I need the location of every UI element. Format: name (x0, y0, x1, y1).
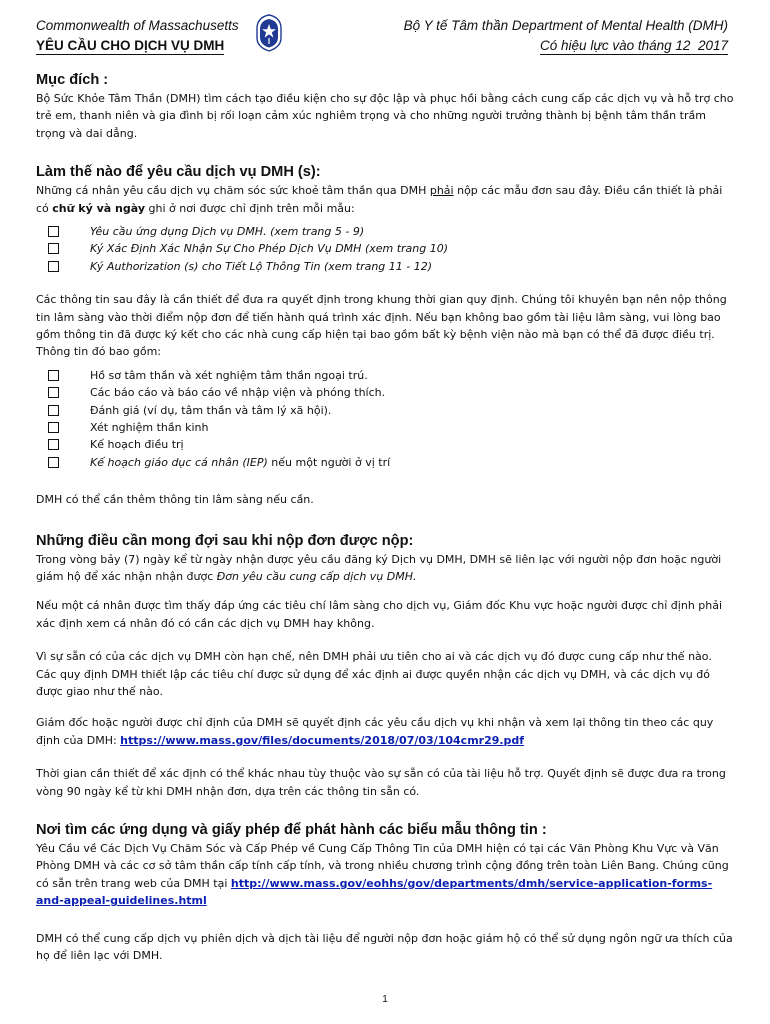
list-item: Xét nghiệm thần kinh (36, 419, 734, 436)
required-forms-list (36, 223, 734, 275)
massachusetts-seal-icon (254, 14, 284, 52)
signature-date-emphasis: chữ ký và ngày (52, 201, 145, 215)
checkbox[interactable] (48, 370, 59, 381)
checkbox[interactable] (48, 422, 59, 433)
department-name: Bộ Y tế Tâm thần Department of Mental Health (DMH) (403, 18, 728, 33)
clinical-note: DMH có thể cần thêm thông tin lâm sàng nếu cần. (36, 493, 314, 507)
regulations-link[interactable]: https://www.mass.gov/files/documents/2018/07/03/104cmr29.pdf (120, 733, 525, 747)
clinical-records-list (36, 367, 734, 471)
what-to-expect-heading: Những điều cần mong đợi sau khi nộp đơn được nộp: (36, 532, 414, 549)
effective-year: 2017 (697, 38, 728, 53)
must-emphasis: phải (429, 184, 454, 198)
list-item: Ký Authorization (s) cho Tiết Lộ Thông Tin (xem trang 11 - 12) (36, 258, 734, 275)
clinical-info-paragraph: Các thông tin sau đây là cần thiết để đưa ra quyết định trong khung thời gian quy định. Chúng tôi khuyên bạn nên nộp thông tin lâm sàng vào thời điểm nộp đơn để tiến hành quá trình xác định. Nếu bạn không bao gồm tài liệu lâm sàng, vui lòng bao gồm thông tin đã được ký kết cho các nhà cung cấp hiện tại bao gồm bất kỳ bệnh viện nào mà bạn có thể đã được điều trị. Thông tin đó bao gồm: (36, 293, 727, 359)
checkbox[interactable] (48, 226, 59, 237)
org-name: Commonwealth of Massachusetts (36, 18, 239, 33)
checkbox[interactable] (48, 405, 59, 416)
header-right (404, 16, 728, 56)
document-body (36, 70, 734, 964)
how-to-intro: Những cá nhân yêu cầu dịch vụ chăm sóc sức khoẻ tâm thần qua DMH phải nộp các mẫu đơn sau đây. Điều cần thiết là phải có chữ ký và ngày ghi ở nơi được chỉ định trên mỗi mẫu: (36, 184, 723, 215)
doc-title: YÊU CẦU CHO DỊCH VỤ DMH (36, 38, 225, 53)
list-item: Đánh giá (ví dụ, tâm thần và tâm lý xã hội). (36, 402, 734, 419)
purpose-paragraph: Bộ Sức Khỏe Tâm Thần (DMH) tìm cách tạo điều kiện cho sự độc lập và phục hồi bằng cách cung cấp các dịch vụ và hỗ trợ cho trẻ em, thanh niên và gia đình bị rối loạn cảm xúc nghiêm trọng và cho những người trưởng thành bị bệnh tâm thần trầm trọng và dai dẳng. (36, 92, 734, 140)
list-item: Ký Xác Định Xác Nhận Sự Cho Phép Dịch Vụ DMH (xem trang 10) (36, 240, 734, 257)
expect-paragraph-2: Nếu một cá nhân được tìm thấy đáp ứng các tiêu chí lâm sàng cho dịch vụ, Giám đốc Khu vực hoặc người được chỉ định phải xác định xem cá nhân đó có cần các dịch vụ DMH hay không. (36, 599, 723, 630)
page-number: 1 (382, 994, 388, 1005)
expect-paragraph-3: Vì sự sẵn có của các dịch vụ DMH còn hạn chế, nên DMH phải ưu tiên cho ai và các dịch vụ đó được cung cấp như thế nào. Các quy định DMH thiết lập các tiêu chí được sử dụng để xác định ai được quyền nhận các dịch vụ DMH, và các dịch vụ đó được giao như thế nào. (36, 650, 712, 699)
header-left (36, 16, 239, 56)
checkbox[interactable] (48, 387, 59, 398)
where-paragraph-1: Yêu Cầu về Các Dịch Vụ Chăm Sóc và Cấp Phép về Cung Cấp Thông Tin của DMH hiện có tại các Văn Phòng Khu Vực và Văn Phòng DMH và các cơ sở tâm thần cấp tính cấp tính, và trong nhiều chương trình cộng đồng trên toàn Liên Bang. Chúng cũng có sẵn trên trang web của DMH tại http://www.mass.gov/eohhs/gov/departments/dmh/service-application-forms-and-appeal-guidelines.html (36, 842, 729, 908)
purpose-heading: Mục đích : (36, 72, 109, 88)
where-to-find-heading: Nơi tìm các ứng dụng và giấy phép để phát hành các biểu mẫu thông tin : (36, 822, 547, 839)
list-item: Hồ sơ tâm thần và xét nghiệm tâm thần ngoại trú. (36, 367, 734, 384)
list-item: Kế hoạch giáo dục cá nhân (IEP) nếu một người ở vị trí (36, 454, 734, 471)
checkbox[interactable] (48, 439, 59, 450)
effective-date (540, 37, 728, 55)
checkbox[interactable] (48, 243, 59, 254)
list-item: Kế hoạch điều trị (36, 436, 734, 453)
expect-paragraph-1: Trong vòng bảy (7) ngày kể từ ngày nhận được yêu cầu đăng ký Dịch vụ DMH, DMH sẽ liên lạc với người nộp đơn hoặc người giám hộ để xác nhận nhận được Đơn yêu cầu cung cấp dịch vụ DMH. (36, 552, 722, 583)
checkbox[interactable] (48, 261, 59, 272)
how-to-request-heading: Làm thế nào để yêu cầu dịch vụ DMH (s): (36, 164, 321, 181)
list-item: Yêu cầu ứng dụng Dịch vụ DMH. (xem trang 5 - 9) (36, 223, 734, 240)
checkbox[interactable] (48, 457, 59, 468)
where-paragraph-2: DMH có thể cung cấp dịch vụ phiên dịch và dịch tài liệu để người nộp đơn hoặc giám hộ có thể sử dụng ngôn ngữ ưa thích của họ để liên lạc với DMH. (36, 931, 733, 963)
list-item: Các báo cáo và báo cáo về nhập viện và phóng thích. (36, 384, 734, 401)
effective-date-prefix: Có hiệu lực vào tháng 12 (540, 38, 691, 53)
forms-website-link[interactable]: http://www.mass.gov/eohhs/gov/departments/dmh/service-application-forms-and-appeal-guidelines.html (36, 876, 713, 908)
expect-paragraph-4: Giám đốc hoặc người được chỉ định của DMH sẽ quyết định các yêu cầu dịch vụ khi nhận và xem lại thông tin theo các quy định của DMH: https://www.mass.gov/files/documents/2018/07/03/104cmr29.pdf (36, 716, 714, 747)
expect-paragraph-5: Thời gian cần thiết để xác định có thể khác nhau tùy thuộc vào sự sẵn có của tài liệu hỗ trợ. Quyết định sẽ được đưa ra trong vòng 90 ngày kể từ khi DMH nhận đơn, dựa trên các thông tin sẵn có. (36, 767, 726, 798)
